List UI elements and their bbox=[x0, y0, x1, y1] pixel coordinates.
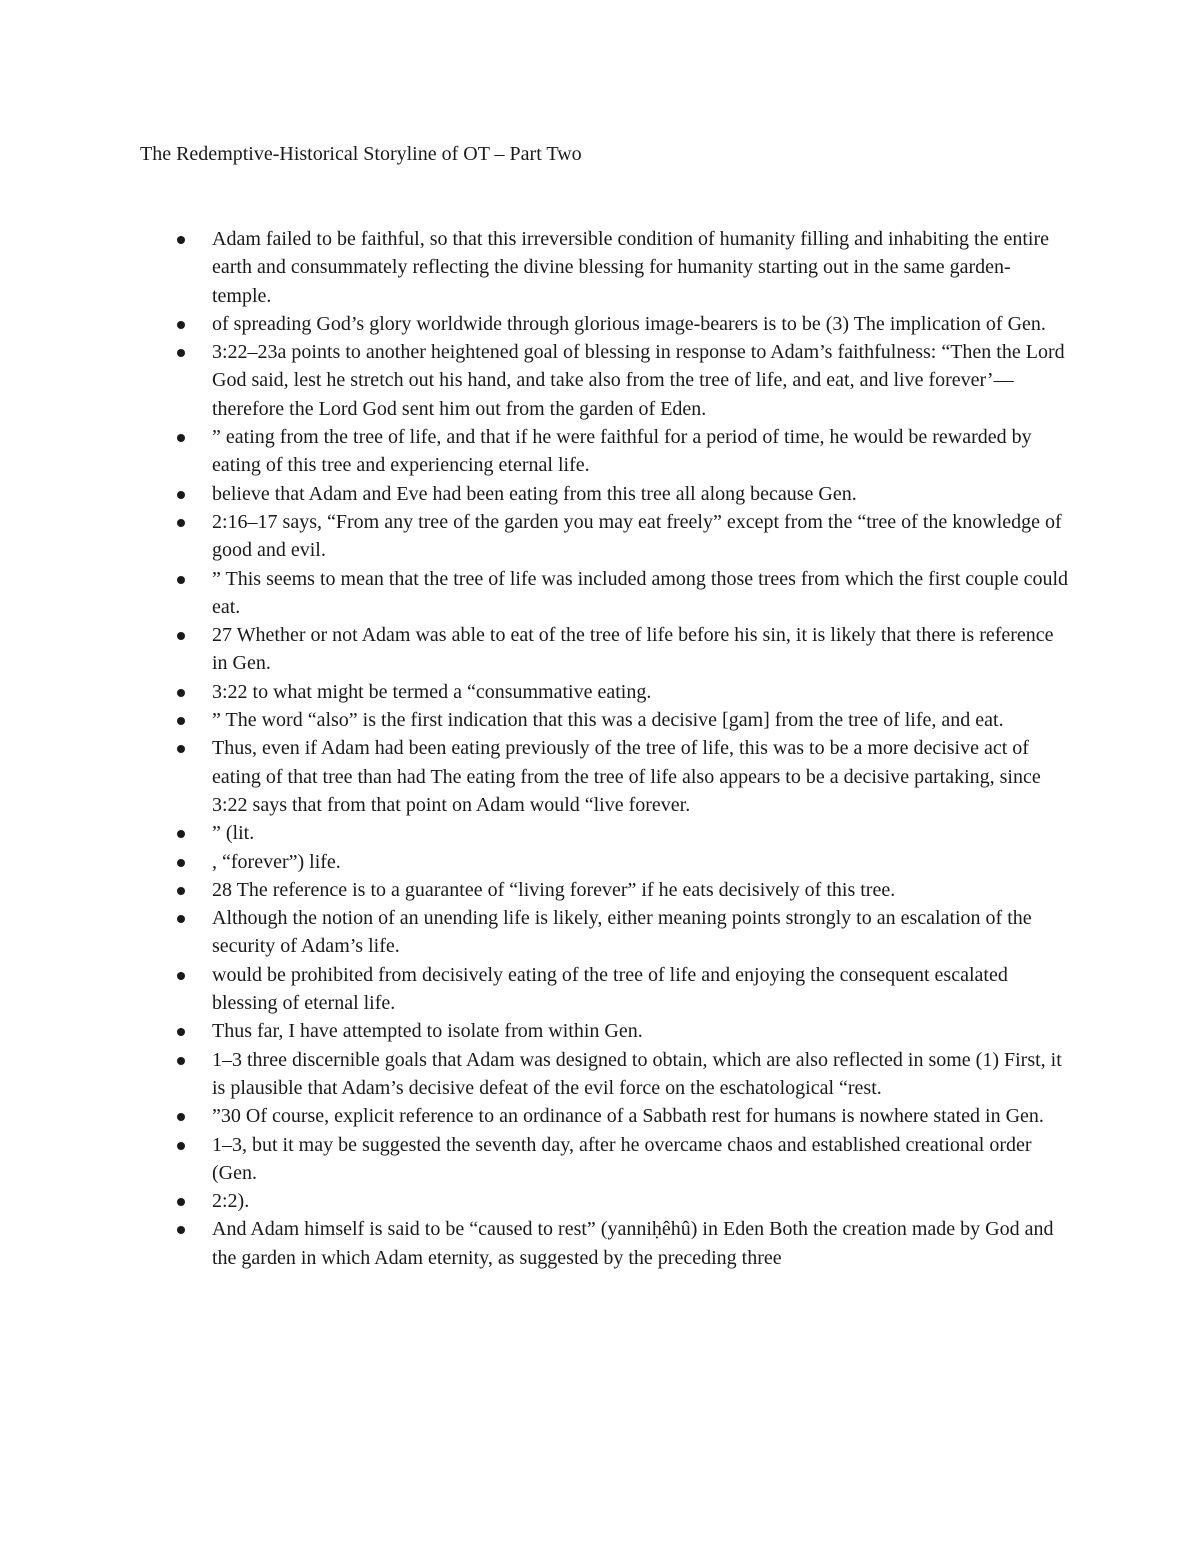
bullet-icon bbox=[177, 1113, 185, 1121]
bullet-icon bbox=[177, 1057, 185, 1065]
bullet-icon bbox=[177, 576, 185, 584]
bullet-icon bbox=[177, 1198, 185, 1206]
bullet-icon bbox=[177, 434, 185, 442]
bullet-icon bbox=[177, 915, 185, 923]
bullet-item bbox=[140, 734, 1070, 819]
bullet-item bbox=[140, 678, 1070, 706]
bullet-item bbox=[140, 904, 1070, 961]
bullet-text: 27 Whether or not Adam was able to eat of the tree of life before his sin, it is likely that there is reference in Gen. bbox=[212, 624, 1054, 675]
bullet-text: Thus, even if Adam had been eating previously of the tree of life, this was to be a more decisive act of eating of that tree than had The eating from the tree of life also appears to be a decisive partaking, since 3:22 says that from that point on Adam would “live forever. bbox=[212, 737, 1041, 816]
bullet-icon bbox=[177, 632, 185, 640]
bullet-text: 1–3 three discernible goals that Adam was designed to obtain, which are also reflected in some (1) First, it is plausible that Adam’s decisive defeat of the evil force on the eschatological “rest. bbox=[212, 1048, 1062, 1099]
bullet-text: 3:22 to what might be termed a “consummative eating. bbox=[212, 680, 652, 703]
bullet-icon bbox=[177, 1028, 185, 1036]
bullet-item bbox=[140, 338, 1070, 423]
bullet-icon bbox=[177, 1142, 185, 1150]
bullet-text: would be prohibited from decisively eating of the tree of life and enjoying the consequent escalated blessing of eternal life. bbox=[212, 963, 1008, 1015]
bullet-icon bbox=[177, 887, 185, 895]
bullet-item bbox=[140, 423, 1070, 480]
bullet-text: 2:16–17 says, “From any tree of the garden you may eat freely” except from the “tree of the knowledge of good and evil. bbox=[212, 510, 1062, 562]
bullet-text: ” This seems to mean that the tree of life was included among those trees from which the first couple could eat. bbox=[212, 567, 1069, 618]
bullet-text: ” eating from the tree of life, and that if he were faithful for a period of time, he would be rewarded by eating of this tree and experiencing eternal life. bbox=[212, 426, 1032, 477]
bullet-item bbox=[140, 1102, 1070, 1130]
bullet-text: 3:22–23a points to another heightened goal of blessing in response to Adam’s faithfulness: “Then the Lord God said, lest he stretch out his hand, and take also from the tree of life, and eat, and live forever’—therefore the Lord God sent him out from the garden of Eden. bbox=[212, 341, 1065, 420]
bullet-item bbox=[140, 508, 1070, 565]
bullet-text: ” The word “also” is the first indication that this was a decisive [gam] from the tree of life, and eat. bbox=[212, 709, 1004, 732]
bullet-icon bbox=[177, 519, 185, 527]
bullet-text: 28 The reference is to a guarantee of “living forever” if he eats decisively of this tree. bbox=[212, 878, 896, 901]
bullet-icon bbox=[177, 1226, 185, 1234]
bullet-item bbox=[140, 621, 1070, 678]
bullet-item bbox=[140, 480, 1070, 508]
bullet-item bbox=[140, 565, 1070, 622]
bullet-icon bbox=[177, 491, 185, 499]
bullet-icon bbox=[177, 972, 185, 980]
bullet-icon bbox=[177, 717, 185, 725]
bullet-item bbox=[140, 706, 1070, 734]
bullet-item bbox=[140, 876, 1070, 904]
bullet-item bbox=[140, 961, 1070, 1018]
bullet-item bbox=[140, 1131, 1070, 1188]
document-title: The Redemptive-Historical Storyline of OT – Part Two bbox=[140, 143, 582, 165]
bullet-text: Although the notion of an unending life is likely, either meaning points strongly to an escalation of the security of Adam’s life. bbox=[212, 907, 1032, 958]
bullet-item bbox=[140, 225, 1070, 310]
bullet-item bbox=[140, 1215, 1070, 1272]
bullet-icon bbox=[177, 745, 185, 753]
bullet-item bbox=[140, 310, 1070, 338]
bullet-text: of spreading God’s glory worldwide through glorious image-bearers is to be (3) The implication of Gen. bbox=[212, 312, 1046, 335]
bullet-item bbox=[140, 819, 1070, 847]
bullet-item bbox=[140, 848, 1070, 876]
bullet-text: Adam failed to be faithful, so that this irreversible condition of humanity filling and inhabiting the entire earth and consummately reflecting the divine blessing for humanity starting out in the same garden-temple. bbox=[212, 228, 1050, 307]
bullet-icon bbox=[177, 349, 185, 357]
bullet-icon bbox=[177, 830, 185, 838]
bullet-list bbox=[140, 225, 1070, 1272]
bullet-text: ” (lit. bbox=[212, 822, 255, 845]
bullet-text: ”30 Of course, explicit reference to an ordinance of a Sabbath rest for humans is nowhere stated in Gen. bbox=[212, 1105, 1044, 1128]
bullet-item bbox=[140, 1046, 1070, 1103]
bullet-text: believe that Adam and Eve had been eating from this tree all along because Gen. bbox=[212, 482, 857, 505]
bullet-icon bbox=[177, 236, 185, 244]
bullet-text: Thus far, I have attempted to isolate from within Gen. bbox=[212, 1020, 643, 1043]
bullet-icon bbox=[177, 859, 185, 867]
bullet-icon bbox=[177, 689, 185, 697]
bullet-item bbox=[140, 1187, 1070, 1215]
bullet-item bbox=[140, 1017, 1070, 1045]
bullet-text: And Adam himself is said to be “caused to rest” (yanniḥêhû) in Eden Both the creation made by God and the garden in which Adam eternity, as suggested by the preceding three bbox=[212, 1218, 1054, 1269]
bullet-text: 2:2). bbox=[212, 1190, 250, 1213]
bullet-text: 1–3, but it may be suggested the seventh day, after he overcame chaos and established creational order (Gen. bbox=[212, 1133, 1032, 1184]
bullet-icon bbox=[177, 321, 185, 329]
bullet-text: , “forever”) life. bbox=[212, 850, 341, 873]
